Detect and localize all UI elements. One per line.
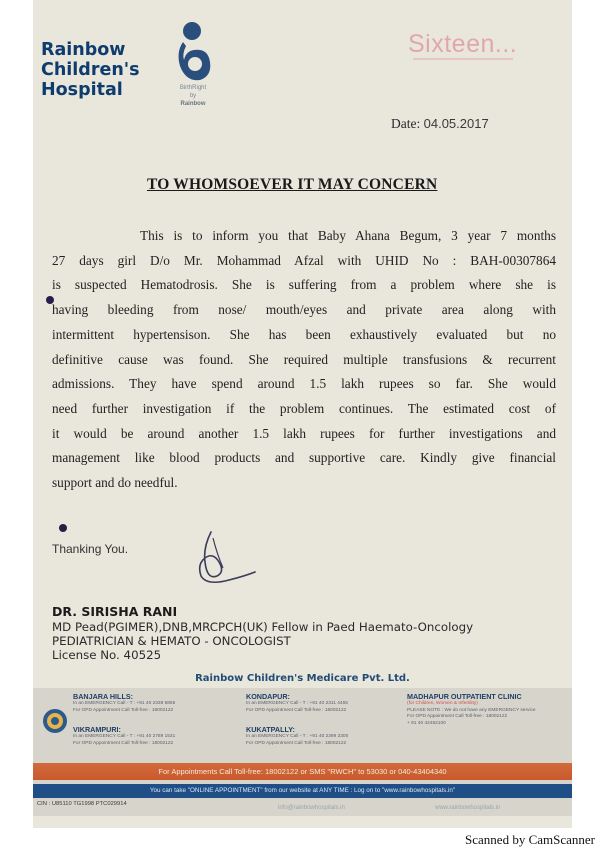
date-label: Date: <box>391 116 421 131</box>
branch-kondapur <box>246 692 348 714</box>
doctor-designation: PEDIATRICIAN & HEMATO - ONCOLOGIST <box>52 634 291 648</box>
hospital-name-line-1: Rainbow <box>41 40 126 60</box>
branch-emergency: In an EMERGENCY Call - T : +91 40 2399 2300 <box>246 734 349 739</box>
doctor-name: DR. SIRISHA RANI <box>52 604 178 619</box>
branch-kukatpally <box>246 725 348 747</box>
hospital-name-line-2: Children's <box>41 60 140 80</box>
body-line-7: admissions. They have spend around 1.5 lakh rupees so far. She would <box>52 376 556 392</box>
clinic-opd: For OPD Appointment Call Toll-free : 18002122 <box>407 714 508 719</box>
body-line-1: This is to inform you that Baby Ahana Begum, 3 year 7 months <box>140 228 556 243</box>
hospital-name-line-3: Hospital <box>41 80 123 100</box>
sixteen-logo-underline <box>413 58 513 60</box>
date-value: 04.05.2017 <box>423 116 489 131</box>
scanner-watermark: Scanned by CamScanner <box>465 832 595 847</box>
appointments-band: For Appointments Call Toll-free: 18002122 or SMS "RWCH" to 53030 or 040-43404340 <box>33 763 572 780</box>
birthright-rainbow: Rainbow <box>180 101 206 107</box>
signature-icon <box>183 528 273 590</box>
clinic-subtitle: (for Children, Women & Infertility) <box>407 701 478 706</box>
branch-emergency: In an EMERGENCY Call - T : +91 40 2311 4455 <box>246 701 348 706</box>
branch-opd: For OPD Appointment Call Toll-free : 18002122 <box>246 740 347 746</box>
punch-hole-mark <box>59 524 67 532</box>
body-line-8: need further investigation if the problem continues. The estimated cost of <box>52 400 556 416</box>
body-line-10: management like blood products and supportive care. Kindly give financial <box>52 450 556 466</box>
birthright-label <box>169 84 217 108</box>
company-name: Rainbow Children's Medicare Pvt. Ltd. <box>195 673 410 684</box>
clinic-phone: + 91 40 42462100 <box>407 720 446 726</box>
letter-body <box>52 224 556 496</box>
clinic-name: MADHAPUR OUTPATIENT CLINIC <box>407 692 522 701</box>
punch-hole-mark <box>46 296 54 304</box>
letter-heading: TO WHOMSOEVER IT MAY CONCERN <box>147 176 438 193</box>
branch-banjara-hills <box>73 692 175 714</box>
letter-paper <box>33 0 572 828</box>
letter-date <box>391 116 489 132</box>
branch-name: VIKRAMPURI: <box>73 725 121 734</box>
branch-name: KONDAPUR: <box>246 692 290 701</box>
cin-number: CIN : U85110 TG1998 PTC029914 <box>37 801 127 807</box>
branch-madhapur <box>407 692 536 727</box>
body-line-3: is suspected Hematodrosis. She is suffering from a problem where she is <box>52 277 556 293</box>
clinic-note: PLEASE NOTE : We do not have any EMERGENCY service <box>407 707 536 713</box>
footer-website: www.rainbowhospitals.in <box>435 805 501 811</box>
branch-emergency: In an EMERGENCY Call - T : +91 40 2789 1531 <box>73 734 176 739</box>
doctor-license: License No. 40525 <box>52 648 162 662</box>
body-line-11: support and do needful. <box>52 475 178 491</box>
hospital-logo-text <box>41 40 140 100</box>
closing-text: Thanking You. <box>52 542 129 556</box>
branch-name: KUKATPALLY: <box>246 725 295 734</box>
body-line-9: it would be around another 1.5 lakh rupees for further investigations and <box>52 425 556 441</box>
branch-opd: For OPD Appointment Call Toll-free : 18002122 <box>73 707 174 713</box>
doctor-qualifications: MD Pead(PGIMER),DNB,MRCPCH(UK) Fellow in Paed Haemato-Oncology <box>52 620 474 634</box>
birthright-by: by <box>189 93 197 99</box>
footer-email: info@rainbowhospitals.in <box>278 805 345 811</box>
body-line-6: definitive cause was found. She required multiple transfusions & recurrent <box>52 351 556 367</box>
body-line-2: 27 days girl D/o Mr. Mohammad Afzal with UHID No : BAH-00307864 <box>52 252 556 268</box>
sixteen-logo: Sixteen... <box>408 30 518 58</box>
body-line-4: having bleeding from nose/ mouth/eyes and private area along with <box>52 302 556 318</box>
branch-emergency: In an EMERGENCY Call - T : +91 40 2339 5865 <box>73 701 176 706</box>
branch-name: BANJARA HILLS: <box>73 692 134 701</box>
branch-opd: For OPD Appointment Call Toll-free : 18002122 <box>246 707 347 713</box>
body-line-5: intermittent hypertensison. She has been exhaustively evaluated but no <box>52 326 556 342</box>
hospital-seal-icon <box>42 708 68 734</box>
branch-opd: For OPD Appointment Call Toll-free : 18002122 <box>73 740 174 746</box>
birthright-text: BirthRight <box>179 85 207 91</box>
branch-vikrampuri <box>73 725 175 747</box>
online-appointment-band: You can take "ONLINE APPOINTMENT" from our website at ANY TIME : Log on to "www.rainbowhospitals.in" <box>33 784 572 798</box>
